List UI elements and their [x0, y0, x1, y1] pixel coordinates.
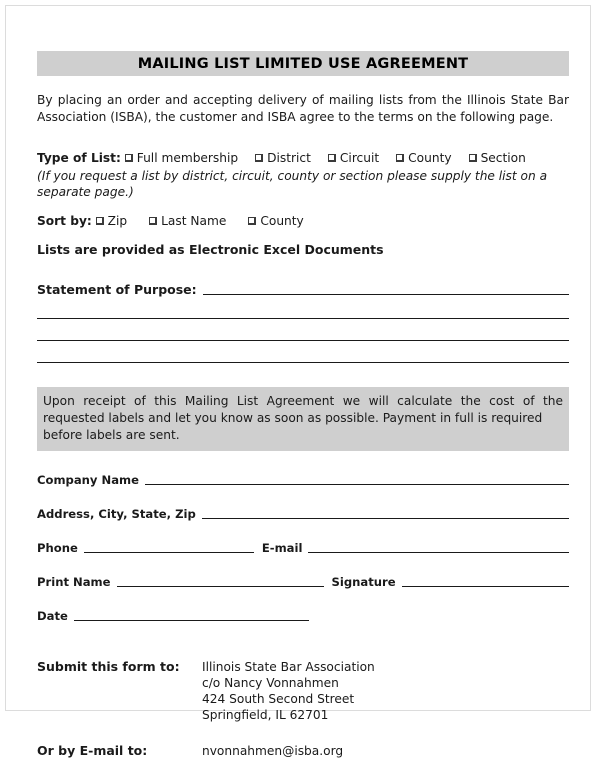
checkbox-label: Circuit [339, 151, 380, 165]
submit-address-value [202, 659, 375, 723]
statement-of-purpose-input-line[interactable] [37, 318, 569, 319]
checkbox-label: Zip [107, 214, 128, 228]
statement-of-purpose-input-line[interactable] [37, 362, 569, 363]
checkbox-option-county-sort[interactable] [248, 214, 303, 228]
address-line-3: 424 South Second Street [202, 692, 355, 706]
submit-address-row [37, 659, 569, 723]
checkbox-icon[interactable] [255, 154, 263, 162]
field-row-phone-email [37, 541, 569, 555]
checkbox-option-last-name[interactable] [149, 214, 226, 228]
company-name-label: Company Name [37, 473, 139, 487]
address-line-2: c/o Nancy Vonnahmen [202, 676, 339, 690]
payment-notice [37, 387, 569, 451]
statement-of-purpose-label: Statement of Purpose: [37, 282, 197, 297]
checkbox-option-county[interactable] [396, 150, 451, 167]
checkbox-icon[interactable] [248, 217, 256, 225]
payment-notice-text: Upon receipt of this Mailing List Agreement we will calculate the cost of the requested labels and let you know as soon as possible. Payment in full is required [43, 394, 563, 425]
address-line-1: Illinois State Bar Association [202, 660, 375, 674]
statement-of-purpose-block [37, 282, 569, 363]
email-input[interactable] [308, 552, 569, 553]
address-label: Address, City, State, Zip [37, 507, 196, 521]
page-title: MAILING LIST LIMITED USE AGREEMENT [137, 55, 469, 72]
checkbox-option-district[interactable] [255, 150, 311, 167]
submit-email-value: nvonnahmen@isba.org [202, 744, 344, 758]
address-input[interactable] [202, 518, 569, 519]
type-of-list-row [37, 150, 569, 167]
email-label: E-mail [261, 541, 303, 555]
checkbox-label: Section [480, 151, 526, 165]
document-content [37, 6, 569, 759]
electronic-documents-note: Lists are provided as Electronic Excel Documents [37, 242, 384, 257]
checkbox-icon[interactable] [469, 154, 477, 162]
type-of-list-note: (If you request a list by district, circuit, county or section please supply the list on a separate page.) [37, 169, 548, 199]
statement-of-purpose-input-line[interactable] [37, 340, 569, 341]
address-line-4: Springfield, IL 62701 [202, 708, 329, 722]
checkbox-option-section[interactable] [469, 150, 526, 167]
checkbox-icon[interactable] [125, 154, 133, 162]
print-name-input[interactable] [117, 586, 324, 587]
document-title-bar [37, 51, 569, 76]
document-page [5, 5, 591, 758]
sort-by-options [96, 214, 326, 228]
field-row-printname-signature [37, 575, 569, 589]
field-row-company-name [37, 473, 569, 487]
field-row-date [37, 609, 569, 623]
phone-label: Phone [37, 541, 78, 555]
checkbox-option-full-membership[interactable] [125, 150, 238, 167]
submit-form-label: Submit this form to: [37, 659, 180, 674]
checkbox-label: Last Name [161, 214, 227, 228]
payment-notice-text-last: before labels are sent. [43, 428, 180, 442]
phone-input[interactable] [84, 552, 254, 553]
intro-paragraph: By placing an order and accepting delivery of mailing lists from the Illinois State Bar Association (ISBA), the customer and ISBA agree to the terms on the following page. [37, 93, 569, 124]
checkbox-icon[interactable] [96, 217, 104, 225]
sort-by-row [37, 214, 569, 228]
signature-label: Signature [331, 575, 396, 589]
submit-block [37, 659, 569, 759]
signature-input[interactable] [402, 586, 569, 587]
checkbox-icon[interactable] [149, 217, 157, 225]
checkbox-option-circuit[interactable] [328, 150, 379, 167]
submit-email-row [37, 743, 569, 759]
sort-by-label: Sort by: [37, 214, 92, 228]
statement-of-purpose-input-line[interactable] [203, 294, 569, 295]
checkbox-label: County [408, 151, 452, 165]
field-row-address [37, 507, 569, 521]
form-fields [37, 473, 569, 623]
checkbox-option-zip[interactable] [96, 214, 127, 228]
checkbox-label: District [267, 151, 311, 165]
submit-email-label: Or by E-mail to: [37, 743, 148, 758]
date-label: Date [37, 609, 68, 623]
company-name-input[interactable] [145, 484, 569, 485]
statement-of-purpose-first-line [37, 282, 569, 297]
date-input[interactable] [74, 620, 309, 621]
print-name-label: Print Name [37, 575, 111, 589]
checkbox-label: County [260, 214, 304, 228]
type-of-list-options [125, 151, 526, 165]
checkbox-label: Full membership [136, 151, 239, 165]
checkbox-icon[interactable] [396, 154, 404, 162]
checkbox-icon[interactable] [328, 154, 336, 162]
type-of-list-label: Type of List: [37, 151, 121, 165]
